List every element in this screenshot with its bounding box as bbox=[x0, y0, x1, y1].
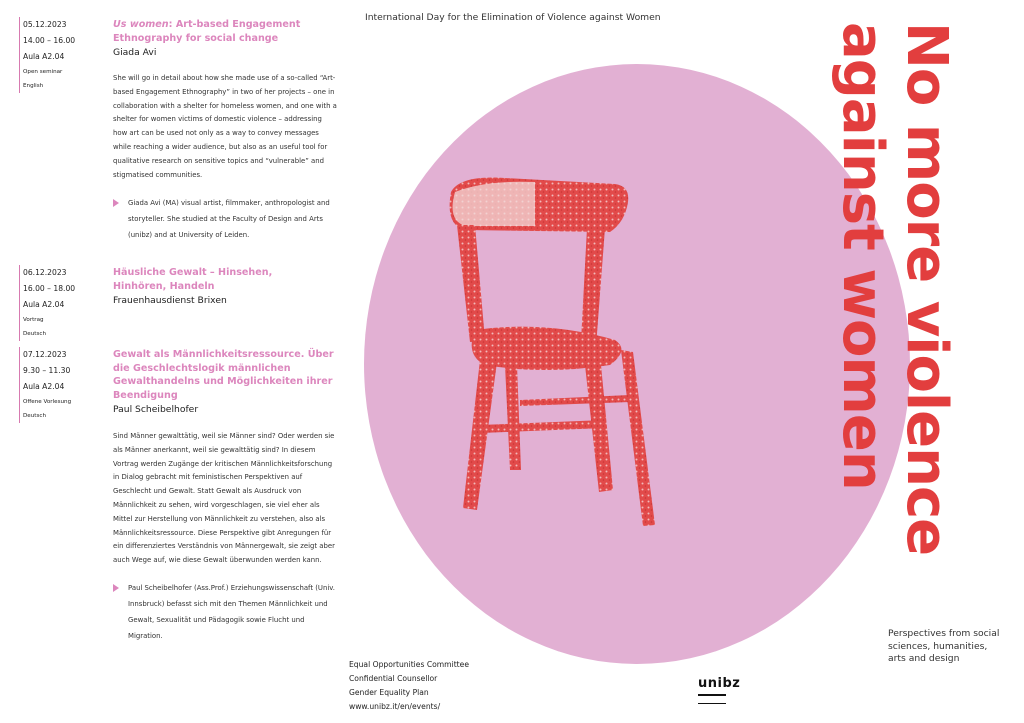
event-date: 07.12.2023 bbox=[23, 350, 67, 359]
event-title: Gewalt als Männlichkeitsressource. Über die Geschlechtslogik männlichen Gewalthandelns und Möglichkeiten ihrer Beendigung bbox=[113, 349, 334, 401]
event-language: English bbox=[23, 83, 44, 89]
event-format: Vortrag bbox=[23, 317, 44, 323]
logo-bar bbox=[698, 703, 726, 705]
bullet-triangle-icon bbox=[113, 584, 119, 592]
event-room: Aula A2.04 bbox=[23, 382, 65, 391]
event-1-meta bbox=[19, 17, 98, 93]
event-language: Deutsch bbox=[23, 331, 47, 337]
event-time: 16.00 – 18.00 bbox=[23, 284, 76, 293]
footer-url[interactable]: www.unibz.it/en/events/ bbox=[349, 702, 441, 711]
event-date: 05.12.2023 bbox=[23, 20, 67, 29]
headline bbox=[830, 22, 958, 555]
event-time: 9.30 – 11.30 bbox=[23, 366, 71, 375]
footer-credits bbox=[349, 658, 469, 714]
footer-line: Equal Opportunities Committee bbox=[349, 660, 469, 669]
speaker-bio: Giada Avi (MA) visual artist, filmmaker, anthropologist and storyteller. She studied at the Faculty of Design and Arts (unibz) and at University of Leiden. bbox=[113, 195, 338, 243]
chair-illustration bbox=[425, 170, 665, 540]
event-room: Aula A2.04 bbox=[23, 52, 65, 61]
event-format: Open seminar bbox=[23, 69, 63, 75]
headline-line-2: against women bbox=[830, 22, 895, 490]
event-1 bbox=[113, 18, 338, 243]
event-language: Deutsch bbox=[23, 413, 47, 419]
event-2 bbox=[113, 266, 328, 308]
bullet-triangle-icon bbox=[113, 199, 119, 207]
logo-text: unibz bbox=[698, 676, 741, 691]
event-room: Aula A2.04 bbox=[23, 300, 65, 309]
event-format: Offene Vorlesung bbox=[23, 399, 72, 405]
event-occasion: International Day for the Elimination of Violence against Women bbox=[365, 12, 661, 23]
unibz-logo bbox=[698, 676, 741, 704]
perspectives-text: Perspectives from social sciences, humanities, arts and design bbox=[888, 628, 1000, 664]
event-description: She will go in detail about how she made use of a so-called “Art-based Engagement Ethnography” in two of her projects – one in collaboration with a shelter for homeless women, and one with a shelter for women victims of domestic violence – addressing how art can be used not only as a way to convey messages while reaching a wider audience, but also as an useful tool for qualitative research on sensitive topics and “vulnerable” and stigmatised communities. bbox=[113, 74, 337, 179]
headline-line-1: No more violence bbox=[894, 22, 959, 556]
event-description: Sind Männer gewalttätig, weil sie Männer sind? Oder werden sie als Männer anerkannt, weil sie gewalttätig sind? In diesem Vortrag werden Zugänge der kritischen Männlichkeitsforschung in Dialog gebracht mit feministischen Perspektiven auf Geschlecht und Gewalt. Statt Gewalt als Ausdruck von Männlichkeit zu sehen, wird vorgeschlagen, sie viel eher als Mittel zur Herstellung von Männlichkeit zu verstehen, also als Männlichkeitsressource. Diese Perspektive gibt Anregungen für ein differenziertes Verständnis von Männergewalt, sie zeigt aber auch Wege auf, wie diese Gewalt überwunden werden kann. bbox=[113, 432, 335, 565]
event-speaker: Frauenhausdienst Brixen bbox=[113, 295, 227, 306]
event-3 bbox=[113, 348, 335, 644]
speaker-bio: Paul Scheibelhofer (Ass.Prof.) Erziehungswissenschaft (Univ. Innsbruck) befasst sich mit den Themen Männlichkeit und Gewalt, Sexualität und Pädagogik sowie Flucht und Migration. bbox=[113, 580, 335, 644]
event-speaker: Giada Avi bbox=[113, 47, 157, 58]
footer-line: Confidential Counsellor bbox=[349, 674, 438, 683]
footer-line: Gender Equality Plan bbox=[349, 688, 429, 697]
event-speaker: Paul Scheibelhofer bbox=[113, 404, 199, 415]
event-title: Us women: Art-based Engagement Ethnography for social change bbox=[113, 19, 301, 44]
logo-bar bbox=[698, 694, 726, 696]
event-title: Häusliche Gewalt – Hinsehen, Hinhören, Handeln bbox=[113, 267, 273, 292]
event-time: 14.00 – 16.00 bbox=[23, 36, 76, 45]
event-2-meta bbox=[19, 265, 98, 341]
event-date: 06.12.2023 bbox=[23, 268, 67, 277]
event-3-meta bbox=[19, 347, 98, 423]
